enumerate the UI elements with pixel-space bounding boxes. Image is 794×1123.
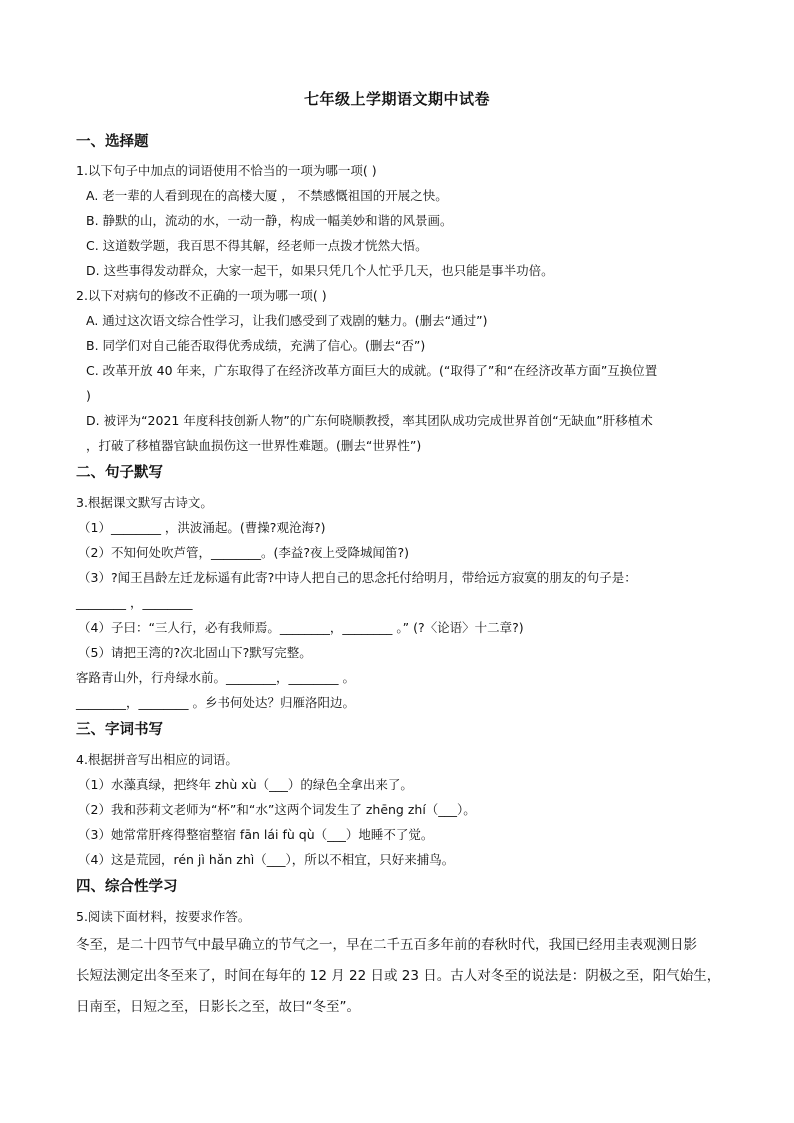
question-2-stem: 2.以下对病句的修改不正确的一项为哪一项( ) (76, 288, 327, 303)
question-3-poem-line-2: ________，________ 。乡书何处达？归雁洛阳边。 (76, 695, 355, 710)
question-5-passage-line-3: 日南至，日短之至，日影长之至，故曰“冬至”。 (76, 999, 360, 1015)
section-heading-words: 三、字词书写 (76, 722, 163, 738)
question-1-option-a: A. 老一辈的人看到现在的高楼大厦 ， 不禁感慨祖国的开展之快。 (86, 188, 448, 203)
question-3-stem: 3.根据课文默写古诗文。 (76, 495, 213, 510)
question-3-item-3-blanks: ________ ，________ (76, 595, 193, 610)
question-2-option-d: D. 被评为“2021 年度科技创新人物”的广东何晓顺教授，率其团队成功完成世界首创“无缺血”肝移植术 (86, 413, 653, 428)
question-5-passage-line-1: 冬至，是二十四节气中最早确立的节气之一，早在二千五百多年前的春秋时代，我国已经用圭表观测日影 (76, 937, 697, 953)
question-5-passage-line-2: 长短法测定出冬至来了，时间在每年的 12 月 22 日或 23 日。古人对冬至的说法是：阴极之至，阳气始生， (76, 968, 721, 984)
question-2-option-d-cont: ，打破了移植器官缺血损伤这一世界性难题。(删去“世界性”) (86, 438, 422, 453)
question-1-option-b: B. 静默的山，流动的水，一动一静，构成一幅美妙和谐的风景画。 (86, 213, 453, 228)
question-3-item-5: （5）请把王湾的?次北固山下?默写完整。 (78, 645, 312, 660)
question-1-option-d: D. 这些事得发动群众，大家一起干，如果只凭几个人忙乎几天，也只能是事半功倍。 (86, 263, 554, 278)
section-heading-comprehensive: 四、综合性学习 (76, 879, 178, 895)
question-3-item-4: （4）子曰：“三人行，必有我师焉。________，________ 。” (?〈论语〉十二章?) (78, 620, 524, 635)
question-2-option-a: A. 通过这次语文综合性学习，让我们感受到了戏剧的魅力。(删去“通过”) (86, 313, 488, 328)
page-title: 七年级上学期语文期中试卷 (303, 90, 490, 108)
section-heading-choice: 一、选择题 (76, 134, 149, 150)
question-3-item-3: （3）?闻王昌龄左迁龙标遥有此寄?中诗人把自己的思念托付给明月，带给远方寂寞的朋友的句子是： (78, 570, 637, 585)
question-2-option-c-cont: ) (86, 388, 91, 403)
question-4-stem: 4.根据拼音写出相应的词语。 (76, 752, 238, 767)
question-4-item-3: （3）她常常肝疼得整宿整宿 fān lái fù qù（___）地睡不了觉。 (78, 827, 434, 842)
question-1-stem: 1.以下句子中加点的词语使用不恰当的一项为哪一项( ) (76, 163, 377, 178)
question-4-item-1: （1）水藻真绿，把终年 zhù xù（___）的绿色全拿出来了。 (78, 777, 413, 792)
question-3-item-1: （1）________ ，洪波涌起。(曹操?观沧海?) (78, 520, 326, 535)
question-3-poem-line-1: 客路青山外，行舟绿水前。________，________ 。 (76, 670, 355, 685)
question-3-item-2: （2）不知何处吹芦管，________。(李益?夜上受降城闻笛?) (78, 545, 409, 560)
section-heading-recitation: 二、句子默写 (76, 465, 163, 481)
question-4-item-4: （4）这是荒园，rén jì hǎn zhì（___），所以不相宜，只好来捕鸟。 (78, 852, 455, 867)
question-2-option-b: B. 同学们对自己能否取得优秀成绩，充满了信心。(删去“否”) (86, 338, 426, 353)
question-5-stem: 5.阅读下面材料，按要求作答。 (76, 909, 251, 924)
question-1-option-c: C. 这道数学题，我百思不得其解，经老师一点拨才恍然大悟。 (86, 238, 428, 253)
question-2-option-c: C. 改革开放 40 年来，广东取得了在经济改革方面巨大的成就。(“取得了”和“在经济改革方面”互换位置 (86, 363, 658, 378)
question-4-item-2: （2）我和莎莉文老师为“杯”和“水”这两个词发生了 zhēng zhí（___）。 (78, 802, 476, 817)
